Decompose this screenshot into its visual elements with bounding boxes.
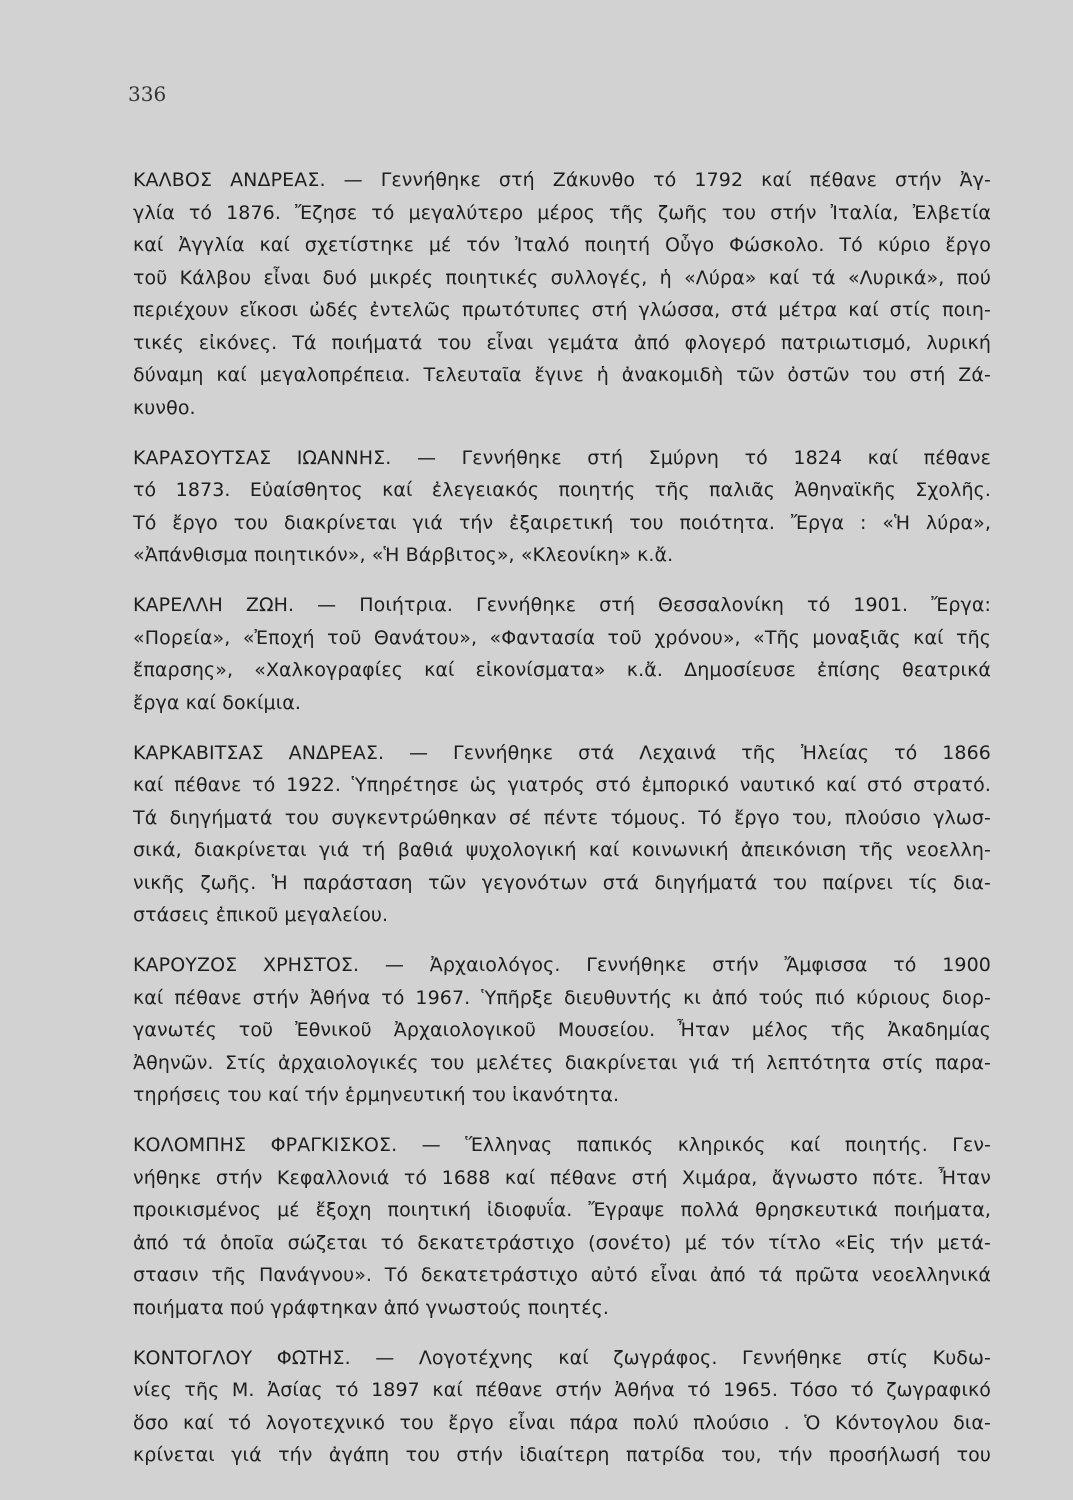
text-line: γλία τό 1876. Ἔζησε τό μεγαλύτερο μέρος τῆς ζωῆς του στήν Ἰταλία, Ἐλβετία [133,201,991,224]
biography-entry [133,737,991,932]
text-line: κυνθο. [133,396,196,419]
text-line: προικισμένος μέ ἔξοχη ποιητική ἰδιοφυΐα. Ἔγραψε πολλά θρησκευτικά ποιήματα, [133,1199,991,1221]
text-line: νικῆς ζωῆς. Ἡ παράσταση τῶν γεγονότων στά διηγήματά του παίρνει τίς δια- [133,871,991,894]
text-line: «Ἀπάνθισμα ποιητικόν», «Ἡ Βάρβιτος», «Κλεονίκη» κ.ἄ. [133,544,674,566]
text-line: τό 1873. Εὐαίσθητος καί ἐλεγειακός ποιητής τῆς παλιᾶς Ἀθηναϊκῆς Σχολῆς. [133,479,991,501]
text-line: σικά, διακρίνεται γιά τή βαθιά ψυχολογική καί κοινωνική ἀπεικόνιση τῆς νεοελλη- [133,839,991,861]
biography-entry [133,164,991,424]
text-line: καί πέθανε στήν Ἀθήνα τό 1967. Ὑπῆρξε διευθυντής κι ἀπό τούς πιό κύριους διορ- [133,986,991,1009]
text-line: κρίνεται γιά τήν ἀγάπη του στήν ἰδιαίτερη πατρίδα του, τήν προσήλωσή του [133,1444,991,1466]
page-number: 336 [128,82,167,106]
text-line: τικές εἰκόνες. Τά ποιήματά του εἶναι γεμάτα ἀπό φλογερό πατριωτισμό, λυρική [133,331,991,354]
text-line: νήθηκε στήν Κεφαλλονιά τό 1688 καί πέθανε στή Χιμάρα, ἄγνωστο πότε. Ἦταν [133,1166,991,1189]
text-line: νίες τῆς Μ. Ἀσίας τό 1897 καί πέθανε στήν Ἀθήνα τό 1965. Τόσο τό ζωγραφικό [133,1379,991,1401]
text-line: στάσεις ἐπικοῦ μεγαλείου. [133,904,389,926]
text-line: ΚΑΡΟΥΖΟΣ ΧΡΗΣΤΟΣ. — Ἀρχαιολόγος. Γεννήθηκε στήν Ἄμφισσα τό 1900 [133,954,991,976]
text-line: ἔπαρσης», «Χαλκογραφίες καί εἰκονίσματα» κ.ἄ. Δημοσίευσε ἐπίσης θεατρικά [133,659,991,681]
text-line: ΚΑΡΑΣΟΥΤΣΑΣ ΙΩΑΝΝΗΣ. — Γεννήθηκε στή Σμύρνη τό 1824 καί πέθανε [133,446,991,469]
text-line: τηρήσεις του καί τήν ἑρμηνευτική του ἱκανότητα. [133,1084,620,1106]
biography-entry [133,589,991,719]
text-line: ἔργα καί δοκίμια. [133,691,301,714]
text-line: δύναμη καί μεγαλοπρέπεια. Τελευταῖα ἔγινε ἡ ἀνακομιδὴ τῶν ὀστῶν του στή Ζά- [133,364,991,386]
text-line: γανωτές τοῦ Ἐθνικοῦ Ἀρχαιολογικοῦ Μουσείου. Ἦταν μέλος τῆς Ἀκαδημίας [133,1019,991,1041]
text-line: ΚΟΛΟΜΠΗΣ ΦΡΑΓΚΙΣΚΟΣ. — Ἕλληνας παπικός κληρικός καί ποιητής. Γεν- [133,1134,991,1156]
text-line: ὅσο καί τό λογοτεχνικό του ἔργο εἶναι πάρα πολύ πλούσιο . Ὁ Κόντογλου δια- [133,1411,991,1434]
text-line: καί Ἀγγλία καί σχετίστηκε μέ τόν Ἰταλό ποιητή Οὖγο Φώσκολο. Τό κύριο ἔργο [133,234,991,256]
text-line: στασιν τῆς Πανάγνου». Τό δεκατετράστιχο αὐτό εἶναι ἀπό τά πρῶτα νεοελληνικά [133,1264,991,1286]
text-line: ποιήματα πού γράφτηκαν ἀπό γνωστούς ποιητές. [133,1296,609,1319]
biography-entry [133,1342,991,1472]
text-line: ΚΑΛΒΟΣ ΑΝΔΡΕΑΣ. — Γεννήθηκε στή Ζάκυνθο τό 1792 καί πέθανε στήν Ἀγ- [133,169,991,191]
text-line: περιέχουν εἴκοσι ὠδές ἐντελῶς πρωτότυπες στή γλώσσα, στά μέτρα καί στίς ποιη- [133,299,991,321]
text-line: Τό ἔργο του διακρίνεται γιά τήν ἐξαιρετική του ποιότητα. Ἔργα : «Ἡ λύρα», [133,511,991,534]
text-line: τοῦ Κάλβου εἶναι δυό μικρές ποιητικές συλλογές, ἡ «Λύρα» καί τά «Λυρικά», πού [133,266,991,289]
text-line: ΚΟΝΤΟΓΛΟΥ ΦΩΤΗΣ. — Λογοτέχνης καί ζωγράφος. Γεννήθηκε στίς Κυδω- [133,1346,991,1369]
text-line: «Πορεία», «Ἐποχή τοῦ Θανάτου», «Φαντασία τοῦ χρόνου», «Τῆς μοναξιᾶς καί τῆς [133,626,991,649]
biography-entry [133,1129,991,1324]
text-line: Τά διηγήματά του συγκεντρώθηκαν σέ πέντε τόμους. Τό ἔργο του, πλούσιο γλωσ- [133,806,991,829]
text-line: ΚΑΡΚΑΒΙΤΣΑΣ ΑΝΔΡΕΑΣ. — Γεννήθηκε στά Λεχαινά τῆς Ἠλείας τό 1866 [133,741,991,764]
text-line: ἀπό τά ὁποῖα σώζεται τό δεκατετράστιχο (σονέτο) μέ τόν τίτλο «Εἰς τήν μετά- [133,1231,991,1254]
text-line: Ἀθηνῶν. Στίς ἀρχαιολογικές του μελέτες διακρίνεται γιά τή λεπτότητα στίς παρα- [133,1051,991,1074]
biography-entry [133,442,991,572]
text-line: καί πέθανε τό 1922. Ὑπηρέτησε ὡς γιατρός στό ἐμπορικό ναυτικό καί στό στρατό. [133,774,991,796]
text-line: ΚΑΡΕΛΛΗ ΖΩΗ. — Ποιήτρια. Γεννήθηκε στή Θεσσαλονίκη τό 1901. Ἔργα: [133,594,991,616]
biography-entry [133,949,991,1112]
page-body [133,164,991,1489]
